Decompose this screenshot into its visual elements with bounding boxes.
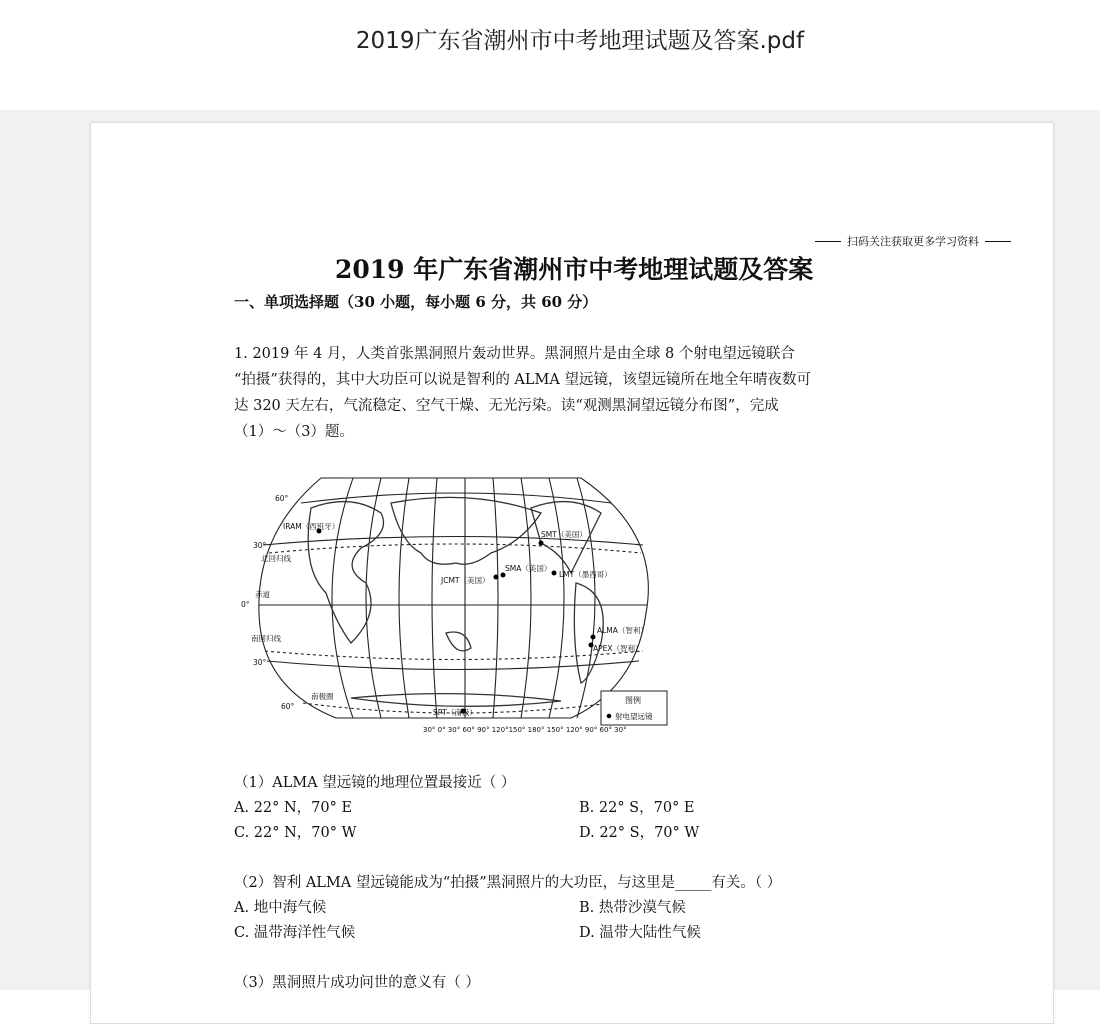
world-map-figure xyxy=(241,473,671,738)
lat-label: 30° xyxy=(253,541,267,550)
continent-shape xyxy=(391,497,541,564)
place-label: LMT（墨西哥） xyxy=(559,570,612,579)
legend-dot-icon xyxy=(607,714,612,719)
option-d: D. 温带大陆性气候 xyxy=(579,925,701,941)
map-outline xyxy=(259,478,649,718)
place-label: JCMT（美国） xyxy=(441,576,490,585)
place-label: 北回归线 xyxy=(261,554,291,563)
stem-line: “拍摄”获得的，其中大功臣可以说是智利的 ALMA 望远镜，该望远镜所在地全年晴夜数可 xyxy=(234,372,811,388)
option-d: D. 22° S，70° W xyxy=(579,825,700,841)
question-2: （2）智利 ALMA 望远镜能成为“拍摄”黑洞照片的大功臣，与这里是_____有关。（ ） xyxy=(234,875,782,891)
pdf-page xyxy=(90,122,1054,1024)
telescope-dot xyxy=(501,573,506,578)
place-label: IRAM（西班牙） xyxy=(283,522,340,531)
question-1: （1）ALMA 望远镜的地理位置最接近（ ） xyxy=(234,775,516,791)
place-label: SMA（美国） xyxy=(505,564,552,573)
stem-line: 1. 2019 年 4 月，人类首张黑洞照片轰动世界。黑洞照片是由全球 8 个射电望远镜联合 xyxy=(234,346,795,362)
parallel-30s xyxy=(267,661,639,670)
option-b: B. 热带沙漠气候 xyxy=(579,900,686,916)
place-label: SPT（南极） xyxy=(433,708,477,717)
option-c: C. 温带海洋性气候 xyxy=(234,925,356,941)
option-a: A. 地中海气候 xyxy=(234,900,327,916)
place-label: APEX（智利） xyxy=(593,644,643,653)
place-label: SMT（美国） xyxy=(541,530,587,539)
place-label: ALMA（智利） xyxy=(597,626,648,635)
place-label: 南回归线 xyxy=(251,634,281,643)
lat-label: 30° xyxy=(253,658,267,667)
telescope-dot xyxy=(539,541,544,546)
map-legend xyxy=(601,691,667,725)
document-title: 2019广东省潮州市中考地理试题及答案.pdf xyxy=(355,28,805,54)
telescope-dot xyxy=(494,575,499,580)
legend-item: 射电望远镜 xyxy=(615,712,653,721)
option-c: C. 22° N，70° W xyxy=(234,825,357,841)
stem-line: （1）～（3）题。 xyxy=(234,424,354,440)
telescope-dot xyxy=(591,635,596,640)
continent-shape xyxy=(446,632,471,651)
place-label: 南极圈 xyxy=(311,692,334,701)
pdf-viewer[interactable] xyxy=(0,110,1100,990)
question-stem xyxy=(234,341,934,445)
lat-label: 60° xyxy=(275,494,289,503)
question-3: （3）黑洞照片成功问世的意义有（ ） xyxy=(234,975,480,991)
lat-label: 0° xyxy=(241,600,250,609)
tropic-capricorn xyxy=(265,651,643,660)
stem-line: 达 320 天左右，气流稳定、空气干燥、无光污染。读“观测黑洞望远镜分布图”，完成 xyxy=(234,398,779,414)
option-a: A. 22° N，70° E xyxy=(234,800,353,816)
title-bar xyxy=(0,0,1100,110)
paper-title: 2019 年广东省潮州市中考地理试题及答案 xyxy=(335,255,814,284)
watermark xyxy=(809,233,1017,249)
legend-title: 图例 xyxy=(625,696,641,705)
watermark-dash xyxy=(985,241,1011,242)
longitude-labels: 30° 0° 30° 60° 90° 120°150° 180° 150° 120° 90° 60° 30° xyxy=(423,726,627,734)
telescope-dot xyxy=(552,571,557,576)
lat-label: 60° xyxy=(281,702,295,711)
section-heading: 一、单项选择题（30 小题，每小题 6 分，共 60 分） xyxy=(234,293,598,311)
watermark-dash xyxy=(815,241,841,242)
option-b: B. 22° S，70° E xyxy=(579,800,695,816)
continent-shape xyxy=(351,694,561,707)
watermark-text: 扫码关注获取更多学习资料 xyxy=(847,235,979,248)
place-label: 赤道 xyxy=(255,590,270,599)
